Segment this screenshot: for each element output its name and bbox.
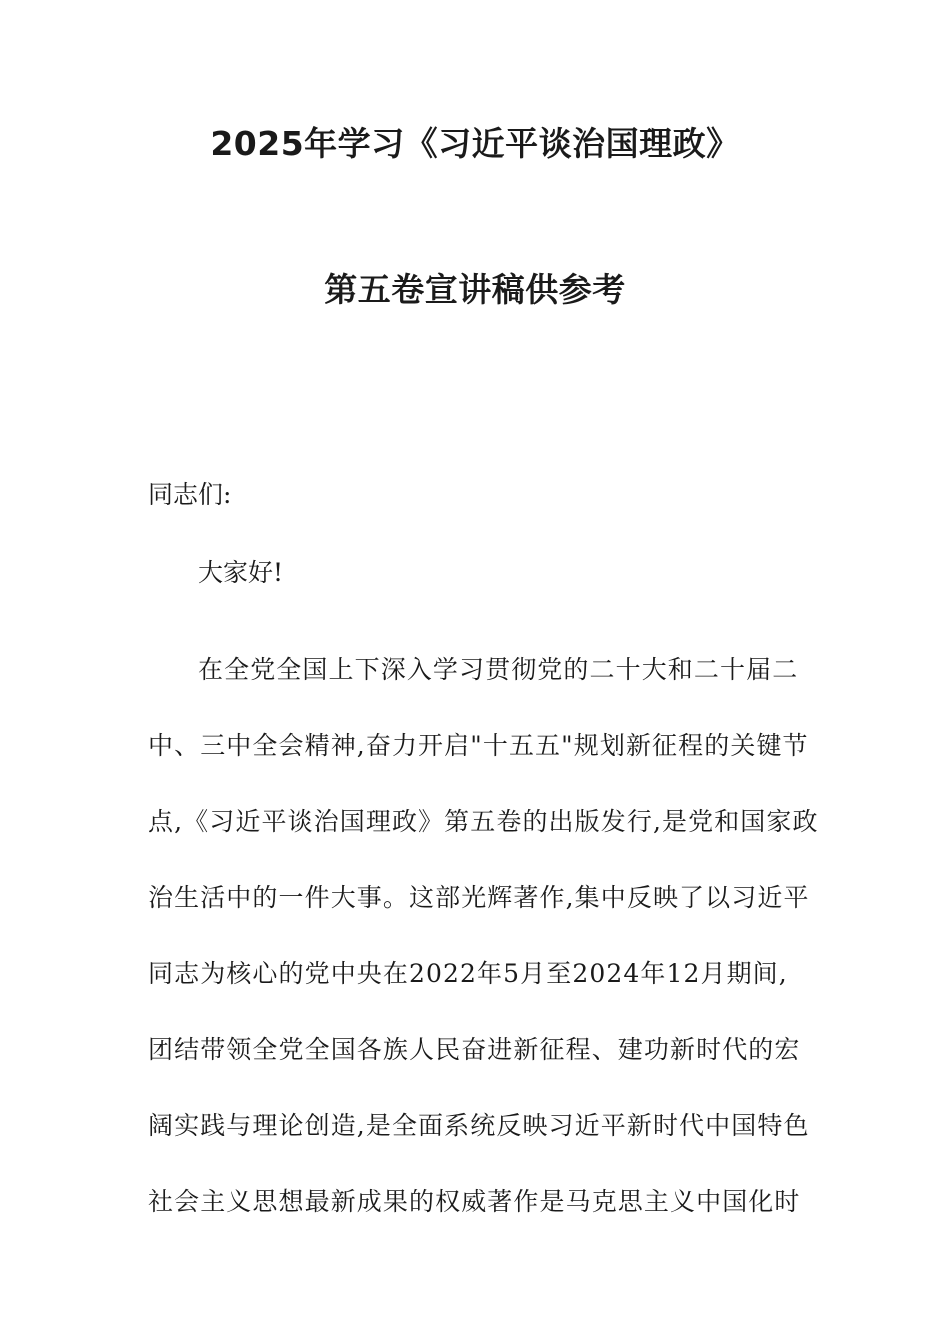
title-line-1: 2025年学习《习近平谈治国理政》	[210, 124, 740, 163]
paragraph-line: 团结带领全党全国各族人民奋进新征程、建功新时代的宏	[148, 1035, 801, 1064]
paragraph-line: 中、三中全会精神,奋力开启"十五五"规划新征程的关键节	[148, 731, 809, 760]
salutation: 同志们:	[148, 480, 232, 509]
paragraph-line: 治生活中的一件大事。这部光辉著作,集中反映了以习近平	[148, 883, 810, 912]
paragraph-line: 阔实践与理论创造,是全面系统反映习近平新时代中国特色	[148, 1111, 810, 1140]
greeting: 大家好!	[198, 558, 284, 587]
paragraph-line: 点,《习近平谈治国理政》第五卷的出版发行,是党和国家政	[148, 807, 819, 836]
paragraph-line: 同志为核心的党中央在2022年5月至2024年12月期间,	[148, 959, 788, 988]
body-paragraph	[148, 632, 819, 1240]
paragraph-line: 社会主义思想最新成果的权威著作是马克思主义中国化时	[148, 1187, 801, 1216]
paragraph-line: 在全党全国上下深入学习贯彻党的二十大和二十届二	[198, 655, 799, 684]
title-line-2: 第五卷宣讲稿供参考	[324, 270, 626, 309]
